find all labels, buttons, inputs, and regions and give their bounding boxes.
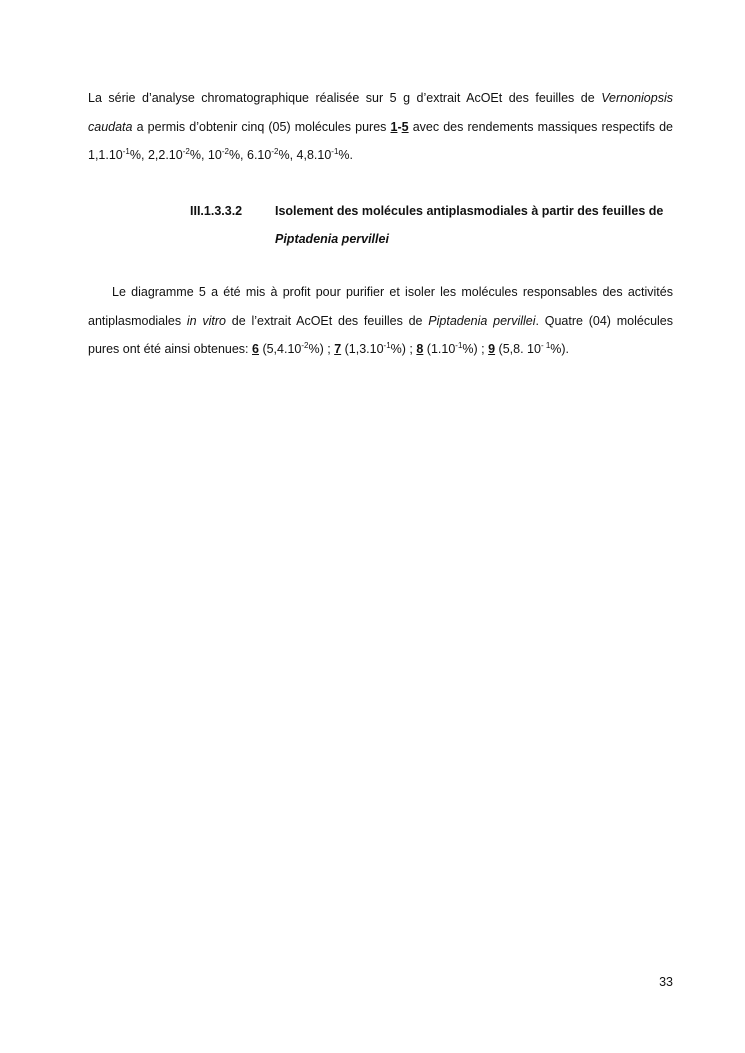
text: %) ; [462,342,489,356]
yield-value: 6.10 [247,148,272,162]
text: Le diagramme 5 a été mis à profit pour purifier et isoler les molécules responsables des activités antiplasmodiales [88,285,673,328]
exponent: -1 [122,147,130,156]
compound-number: 6 [252,342,259,356]
yield-value: 10 [207,148,222,162]
exponent: - 1 [540,341,551,350]
text: %). [550,342,570,356]
text: %. [338,148,354,162]
yield-value: 2,2.10 [147,148,183,162]
in-vitro: in vitro [186,313,227,328]
range-separator: - [397,119,402,134]
text: avec des rendements massiques respectifs de [408,119,673,134]
text: %, [189,148,208,162]
exponent: -1 [383,341,391,350]
exponent: -1 [331,147,339,156]
species-name: Piptadenia pervillei [428,313,536,328]
exponent: -1 [455,341,463,350]
text: %, [278,148,297,162]
text: (1.10 [423,342,456,356]
text: La série d’analyse chromatographique réalisée sur 5 g d’extrait AcOEt des feuilles de [88,91,602,105]
compound-number: 1 [390,119,398,134]
text: a permis d’obtenir cinq (05) molécules pures [132,119,391,134]
text: %, [129,148,148,162]
compound-number: 9 [488,342,496,356]
exponent: -2 [271,147,279,156]
exponent: -2 [221,147,229,156]
section-title [275,197,675,253]
exponent: -2 [301,341,309,350]
text: (5,8. 10 [495,342,541,356]
text: %) ; [308,342,335,356]
yield-value: 1,1.10 [88,148,123,162]
paragraph-piptadenia [88,278,673,364]
text: (1,3.10 [341,342,384,356]
exponent: -2 [182,147,190,156]
compound-number: 8 [416,342,424,356]
paragraph-vernoniopsis [88,84,673,170]
yield-value: 4,8.10 [296,148,332,162]
species-name: Piptadenia pervillei [275,232,389,246]
text: %, [228,148,247,162]
section-number: III.1.3.3.2 [190,204,243,218]
compound-number: 5 [401,119,409,134]
text: de l’extrait AcOEt des feuilles de [226,313,429,328]
compound-number: 7 [334,342,342,356]
page-number: 33 [659,975,673,989]
text: Isolement des molécules antiplasmodiales à partir des feuilles de [275,204,664,218]
text: (5,4.10 [258,342,302,356]
species-name: Vernoniopsis caudata [88,91,673,134]
text: %) ; [390,342,417,356]
text: . Quatre (04) molécules pures ont été ainsi obtenues: [88,313,674,356]
